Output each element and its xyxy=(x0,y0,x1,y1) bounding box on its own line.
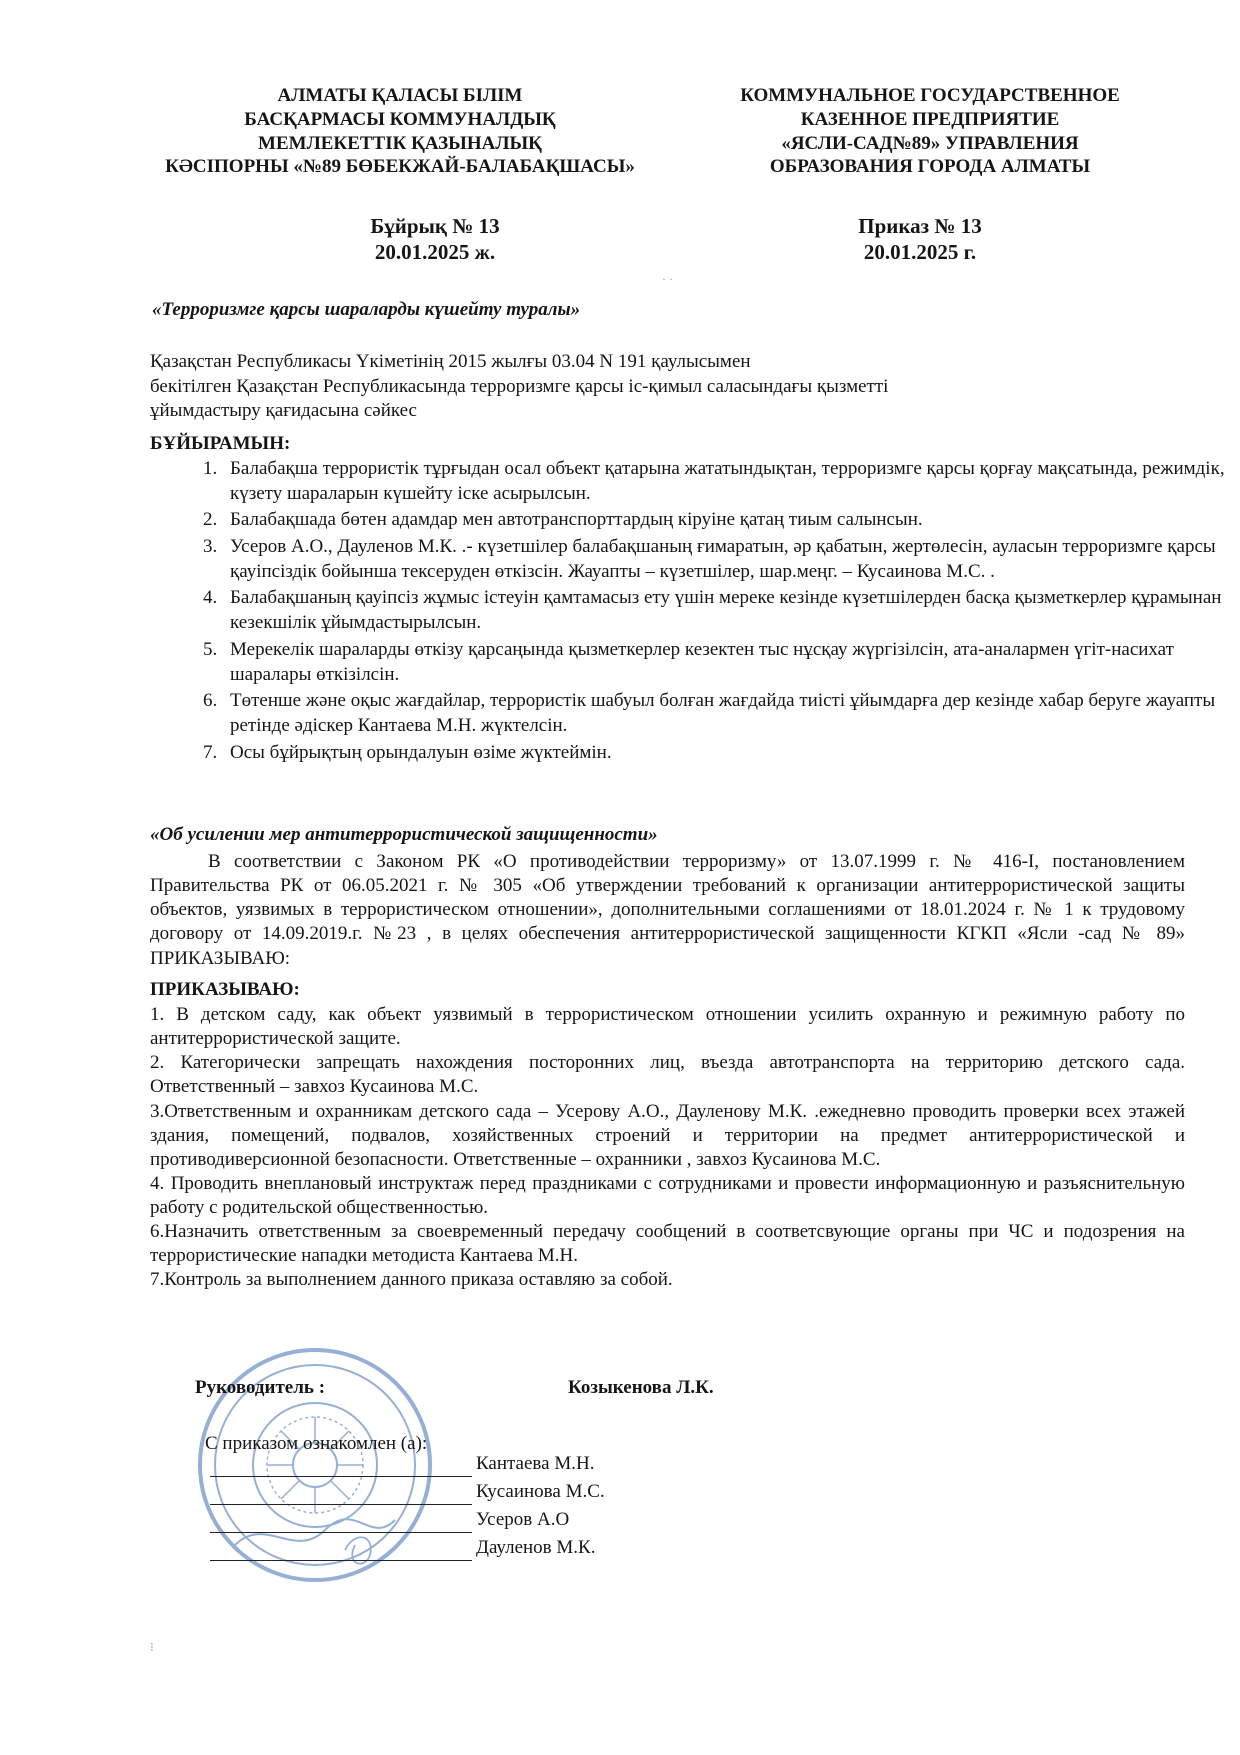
intro-kz-line: Қазақстан Республикасы Үкіметінің 2015 жылғы 03.04 N 191 қаулысымен xyxy=(150,351,751,372)
order-ru-date: 20.01.2025 г. xyxy=(863,240,977,265)
header-kz-line: КӘСІПОРНЫ «№89 БӨБЕКЖАЙ-БАЛАБАҚШАСЫ» xyxy=(165,156,635,178)
scan-artifact: · · xyxy=(662,272,673,286)
signature-line xyxy=(210,1458,472,1477)
list-item: 1. Балабақша террористік тұрғыдан осал объект қатарына жататындықтан, терроризмге қарсы қорғау мақсатында, режимдік, күзету шараларын күшейту іске асырылсын. xyxy=(222,457,1240,506)
acknowledgement-label: С приказом ознакомлен (а): xyxy=(205,1433,428,1454)
acknowledgement-name: Кантаева М.Н. xyxy=(476,1453,595,1474)
header-ru-line: КАЗЕННОЕ ПРЕДПРИЯТИЕ xyxy=(800,108,1060,130)
order-title-ru: «Об усилении мер антитеррористической защищенности» xyxy=(150,824,658,845)
header-russian xyxy=(705,84,1155,179)
signature-name: Козыкенова Л.К. xyxy=(568,1377,714,1398)
list-item: 3. Усеров А.О., Дауленов М.К. .- күзетшілер балабақшаның ғимаратын, әр қабатын, жертөлесін, ауласын терроризмге қарсы қауіпсіздік бойынша тексеруден өткізсін. Жауапты – күзетшілер, шар.меңг. – Кусаинова М.С. . xyxy=(222,535,1240,584)
list-item: 2. Балабақшада бөтен адамдар мен автотранспорттардың кіруіне қатаң тиым салынсын. xyxy=(222,508,1240,533)
header-ru-line: КОММУНАЛЬНОЕ ГОСУДАРСТВЕННОЕ xyxy=(740,85,1120,106)
header-ru-line: ОБРАЗОВАНИЯ ГОРОДА АЛМАТЫ xyxy=(769,156,1091,178)
acknowledgement-name: Усеров А.О xyxy=(476,1509,570,1530)
list-item: 7. Осы бұйрықтың орындалуын өзіме жүктеймін. xyxy=(222,741,1240,766)
order-title-kz: «Терроризмге қарсы шараларды күшейту туралы» xyxy=(152,299,581,320)
signature-line xyxy=(210,1514,472,1533)
signature-title: Руководитель : xyxy=(195,1377,326,1398)
order-kz-number: Бұйрық № 13 xyxy=(370,214,500,238)
list-item: 4. Балабақшаның қауіпсіз жұмыс істеуін қамтамасыз ету үшін мереке кезінде күзетшілерден басқа қызметкерлер құрамынан кезекшілік ұйымдастырылсын. xyxy=(222,586,1240,635)
header-kazakh xyxy=(150,84,650,179)
ru-order-items xyxy=(150,1003,1185,1293)
acknowledgement-name: Кусаинова М.С. xyxy=(476,1481,605,1502)
list-item: 1. В детском саду, как объект уязвимый в террористическом отношении усилить охранную и режимную работу по антитеррористической защите. xyxy=(150,1004,1185,1050)
list-item: 6.Назначить ответственным за своевременный передачу сообщений в соответсвующие органы при ЧС и подозрения на террористические нападки методиста Кантаева М.Н. xyxy=(150,1221,1185,1267)
acknowledgement-row xyxy=(210,1452,594,1477)
command-heading-ru: ПРИКАЗЫВАЮ: xyxy=(150,979,300,1000)
header-kz-line: АЛМАТЫ ҚАЛАСЫ БІЛІМ xyxy=(277,85,523,106)
list-item: 7.Контроль за выполнением данного приказа оставляю за собой. xyxy=(150,1269,673,1291)
list-item: 6. Төтенше және оқыс жағдайлар, террористік шабуыл болған жағдайда тиісті ұйымдарға дер кезінде хабар беруге жауапты ретінде әдіскер Кантаева М.Н. жүктелсін. xyxy=(222,689,1240,738)
header-kz-line: БАСҚАРМАСЫ КОММУНАЛДЫҚ xyxy=(244,108,556,130)
signature-line xyxy=(210,1542,472,1561)
header-ru-line: «ЯСЛИ-САД№89» УПРАВЛЕНИЯ xyxy=(781,132,1079,154)
intro-kz-line: ұйымдастыру қағидасына сәйкес xyxy=(150,400,417,422)
signature-line xyxy=(210,1486,472,1505)
intro-kz-line: бекітілген Қазақстан Республикасында терроризмге қарсы іс-қимыл саласындағы қызметті xyxy=(150,375,889,397)
scan-artifact: ⁝ xyxy=(150,1640,154,1654)
order-number-kz xyxy=(330,213,540,266)
order-ru-number: Приказ № 13 xyxy=(858,214,982,238)
acknowledgement-row xyxy=(210,1536,595,1561)
list-item: 2. Категорически запрещать нахождения посторонних лиц, въезда автотранспорта на территорию детского сада. Ответственный – завхоз Кусаинова М.С. xyxy=(150,1052,1185,1098)
list-item: 5. Мерекелік шараларды өткізу қарсаңында қызметкерлер кезектен тыс нұсқау жүргізілсін, ата-аналармен үгіт-насихат шаралары өткізілсін. xyxy=(222,638,1240,687)
header-kz-line: МЕМЛЕКЕТТІК ҚАЗЫНАЛЫҚ xyxy=(258,132,542,154)
acknowledgement-row xyxy=(210,1480,605,1505)
list-item: 3.Ответственным и охранникам детского сада – Усерову А.О., Дауленову М.К. .ежедневно проводить проверки всех этажей здания, помещений, подвалов, хозяйственных строений и территории на предмет антитеррористической и противодиверсионной безопасности. Ответственные – охранники , завхоз Кусаинова М.С. xyxy=(150,1100,1185,1170)
intro-kz xyxy=(150,350,1090,424)
order-number-ru xyxy=(820,213,1020,266)
list-item: 4. Проводить внеплановый инструктаж перед праздниками с сотрудниками и провести информационную и разъяснительную работу с родительской общественностью. xyxy=(150,1172,1185,1218)
intro-ru: В соответствии с Законом РК «О противодействии терроризму» от 13.07.1999 г. № 416-I, постановлением Правительства РК от 06.05.2021 г. № 305 «Об утверждении требований к организации антитеррористической защиты объектов, уязвимых в террористическом отношении», дополнительными соглашениями от 18.01.2024 г. № 1 к трудовому договору от 14.09.2019.г. №23 , в целях обеспечения антитеррористической защищенности КГКП «Ясли -сад № 89» ПРИКАЗЫВАЮ: xyxy=(150,851,1185,969)
command-heading-kz: БҰЙЫРАМЫН: xyxy=(150,433,291,454)
acknowledgement-name: Дауленов М.К. xyxy=(476,1537,596,1558)
order-kz-date: 20.01.2025 ж. xyxy=(374,240,496,265)
kz-order-items xyxy=(150,457,1240,767)
acknowledgement-row xyxy=(210,1508,569,1533)
